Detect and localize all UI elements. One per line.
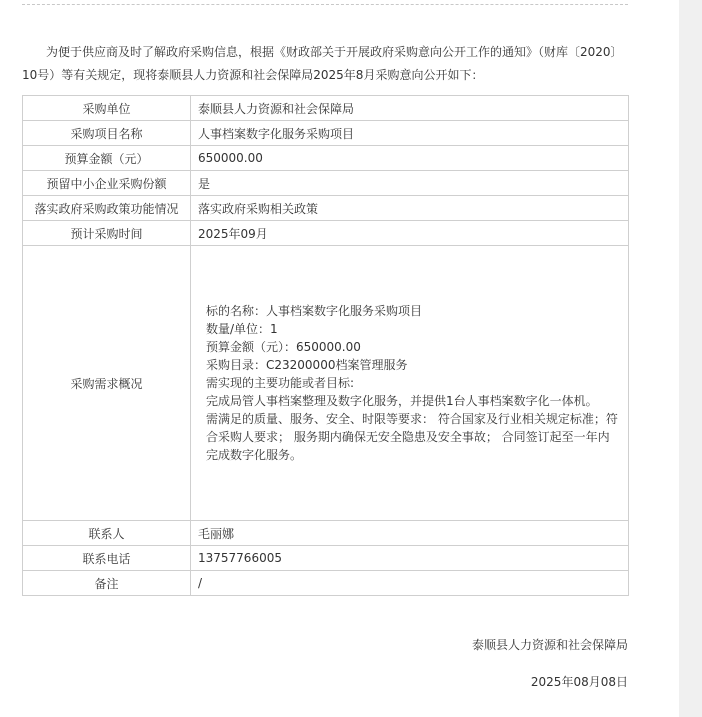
row-value: 13757766005 [191,546,629,571]
row-label: 预留中小企业采购份额 [23,171,191,196]
row-value: 2025年09月 [191,221,629,246]
publisher-name: 泰顺县人力资源和社会保障局 [471,638,628,652]
table-row-purchaser [23,96,629,121]
row-label: 联系人 [23,521,191,546]
requirement-detail [191,246,629,521]
table-row-project-name [23,121,629,146]
table-row-requirement [23,246,629,521]
row-label: 采购单位 [23,96,191,121]
top-divider [22,4,628,5]
row-label: 预算金额（元） [23,146,191,171]
detail-line: 预算金额（元）：650000.00 [206,340,361,354]
table-row-phone [23,546,629,571]
table-row-contact [23,521,629,546]
row-value: 650000.00 [191,146,629,171]
row-label: 备注 [23,571,191,596]
detail-line: 需实现的主要功能或者目标: [206,376,355,390]
table-row-budget [23,146,629,171]
row-value: / [191,571,629,596]
row-value: 泰顺县人力资源和社会保障局 [191,96,629,121]
row-label: 联系电话 [23,546,191,571]
row-value: 是 [191,171,629,196]
detail-line: 数量/单位：1 [206,322,278,336]
row-label: 采购项目名称 [23,121,191,146]
table-row-policy [23,196,629,221]
page-side-margin [679,0,702,717]
table-row-remark [23,571,629,596]
row-value: 落实政府采购相关政策 [191,196,629,221]
detail-line: 完成局管人事档案整理及数字化服务，并提供1台人事档案数字化一体机。 [206,394,598,408]
procurement-intent-table [22,95,629,596]
publish-date: 2025年08月08日 [530,675,628,689]
row-value: 人事档案数字化服务采购项目 [191,121,629,146]
row-label: 预计采购时间 [23,221,191,246]
row-value: 毛丽娜 [191,521,629,546]
table-row-sme-share [23,171,629,196]
intro-paragraph: 为便于供应商及时了解政府采购信息，根据《财政部关于开展政府采购意向公开工作的通知》（财库〔2020〕10号）等有关规定，现将泰顺县人力资源和社会保障局2025年8月采购意向公开如下： [22,45,623,82]
row-label: 落实政府采购政策功能情况 [23,196,191,221]
detail-line: 采购目录：C23200000档案管理服务 [206,358,408,372]
detail-line: 标的名称：人事档案数字化服务采购项目 [206,304,423,318]
detail-line: 需满足的质量、服务、安全、时限等要求： 符合国家及行业相关规定标准；符合采购人要求； 服务期内确保无安全隐患及安全事故； 合同签订起至一年内完成数字化服务。 [206,412,618,462]
table-row-expected-time [23,221,629,246]
row-label: 采购需求概况 [23,246,191,521]
